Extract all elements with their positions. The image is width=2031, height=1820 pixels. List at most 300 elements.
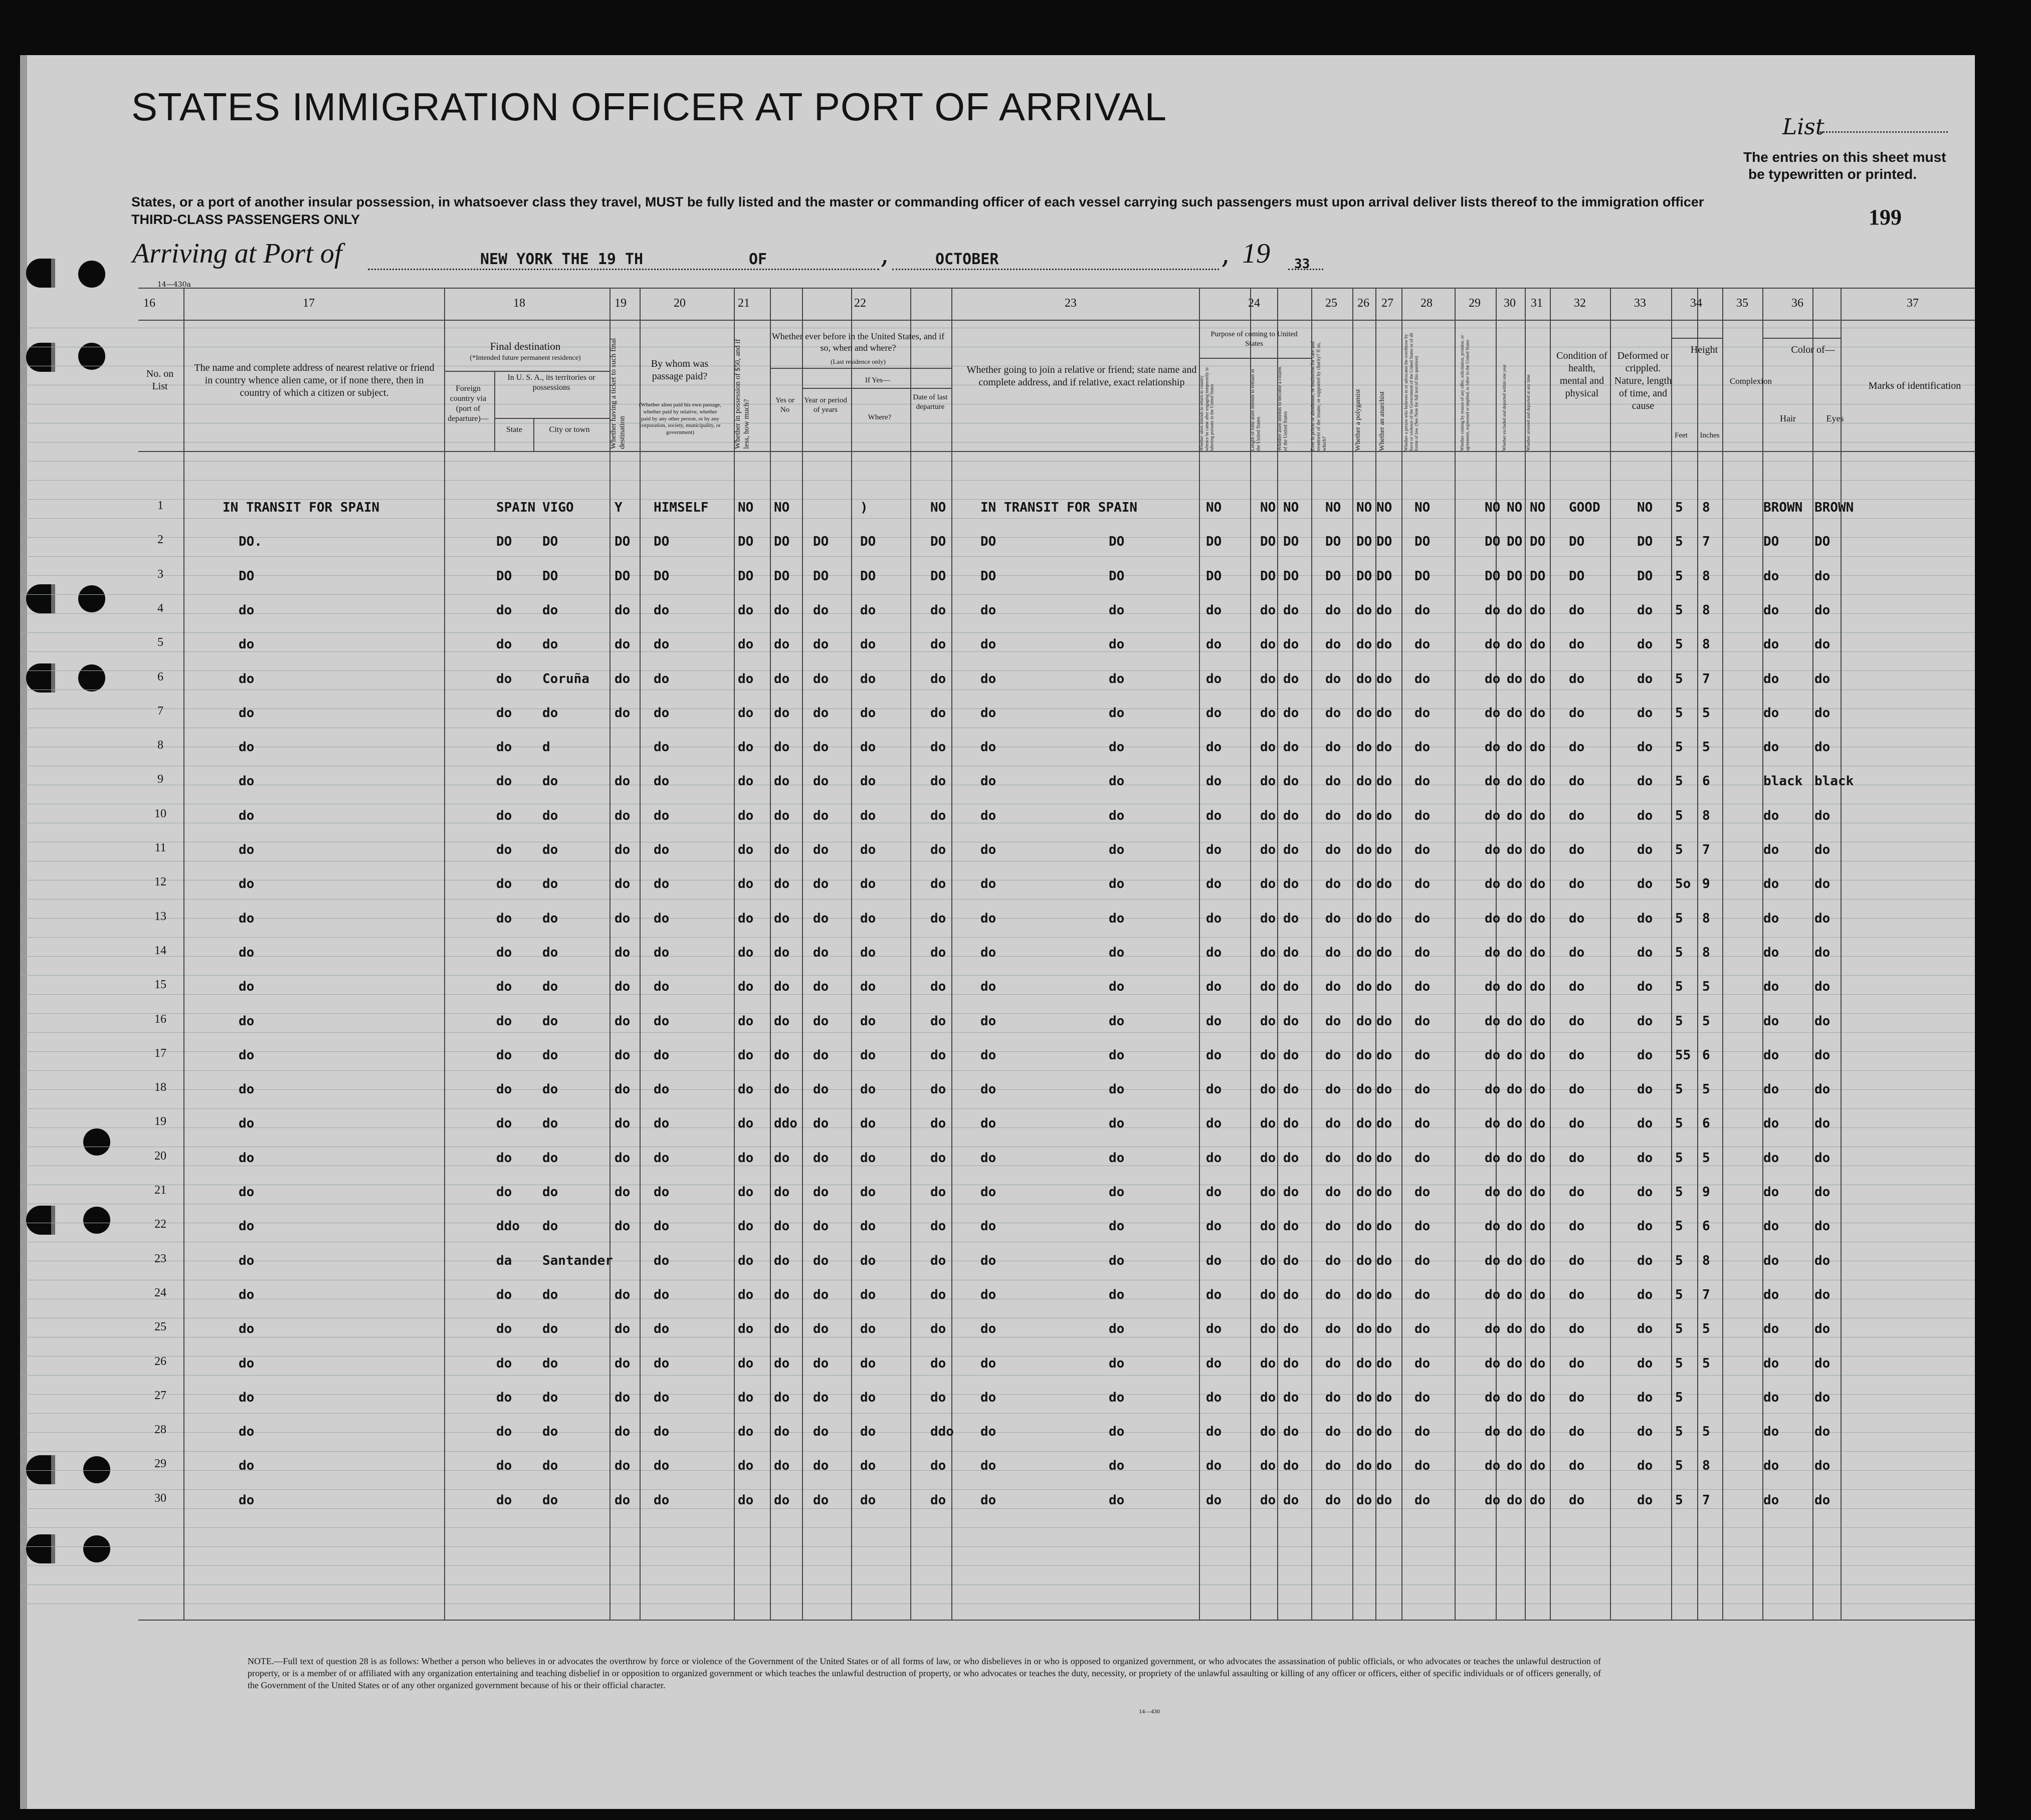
cell-purpose-c: do — [1283, 1185, 1299, 1200]
column-divider — [770, 288, 771, 1620]
row-number: 16 — [154, 1012, 166, 1026]
cell-relative-address: do — [1109, 1219, 1125, 1234]
cell-health: GOOD — [1569, 500, 1600, 515]
cell-deformed: do — [1637, 945, 1653, 960]
cell-deformed: do — [1637, 876, 1653, 892]
cell-deformed: do — [1637, 740, 1653, 755]
cell-ticket: do — [615, 842, 631, 857]
cell-nearest-relative: do — [239, 979, 255, 995]
cell-hair-color: do — [1763, 808, 1779, 823]
cell-dest-state: do — [496, 1390, 512, 1405]
cell-money: do — [738, 1116, 754, 1131]
cell-eye-color: do — [1814, 1116, 1831, 1131]
cell-height-feet: 5 — [1675, 740, 1683, 755]
cell-deformed: do — [1637, 1185, 1653, 1200]
cell-height-inches: 8 — [1702, 808, 1710, 823]
cell-purpose-c: NO — [1283, 500, 1299, 515]
row-number: 28 — [154, 1423, 166, 1437]
cell-years: do — [813, 637, 829, 652]
column-number: 16 — [143, 297, 155, 310]
cell-years: do — [813, 1458, 829, 1474]
cell-dest-state: do — [496, 705, 512, 721]
cell-hair-color: do — [1763, 1253, 1779, 1268]
arrival-month: OCTOBER — [935, 251, 999, 268]
column-divider — [910, 288, 911, 1620]
header-divider — [770, 368, 951, 369]
cell-purpose-b: do — [1260, 774, 1276, 789]
cell-labor-offer: do — [1485, 1424, 1501, 1440]
cell-purpose-a: do — [1206, 842, 1222, 857]
header-where: Where? — [868, 413, 892, 421]
ruled-line — [20, 1508, 1975, 1509]
cell-dest-city: do — [542, 774, 558, 789]
cell-arrested: do — [1530, 1150, 1546, 1166]
header-inches: Inches — [1700, 431, 1720, 439]
cell-purpose-b: do — [1260, 1390, 1276, 1405]
cell-height-feet: 5 — [1675, 1253, 1683, 1268]
cell-before-us: do — [774, 1424, 790, 1440]
cell-arrested: do — [1530, 740, 1546, 755]
cell-deformed: do — [1637, 808, 1653, 823]
cell-labor-offer: do — [1485, 602, 1501, 618]
cell-join-relative: do — [980, 1492, 996, 1508]
cell-before-us: do — [774, 979, 790, 995]
header-divider — [910, 388, 911, 451]
header-divider — [1199, 358, 1311, 359]
cell-passage-paid: HIMSELF — [654, 500, 709, 515]
cell-q28: do — [1414, 671, 1431, 687]
row-number: 30 — [154, 1491, 166, 1505]
header-anarchist: Whether an anarchist — [1378, 391, 1386, 451]
cell-dest-state: do — [496, 637, 512, 652]
cell-years: do — [813, 945, 829, 960]
cell-where: do — [860, 1390, 876, 1405]
cell-height-inches: 9 — [1702, 1185, 1710, 1200]
cell-purpose-b: do — [1260, 1116, 1276, 1131]
cell-before-us: do — [774, 808, 790, 823]
cell-dest-city: DO — [542, 568, 558, 584]
cell-before-us: do — [774, 1355, 790, 1371]
cell-money: do — [738, 1185, 754, 1200]
row-number: 1 — [157, 499, 163, 512]
cell-arrested: do — [1530, 1047, 1546, 1063]
cell-join-relative: do — [980, 1355, 996, 1371]
cell-purpose-c: do — [1283, 705, 1299, 721]
cell-where: DO — [860, 534, 876, 550]
cell-polygamist: do — [1356, 774, 1372, 789]
comma: , — [880, 238, 889, 270]
cell-passage-paid: do — [654, 1047, 670, 1063]
cell-join-relative: do — [980, 1287, 996, 1302]
column-divider — [1199, 288, 1200, 1620]
cell-height-feet: 5 — [1675, 637, 1683, 652]
cell-last-departure: do — [930, 705, 946, 721]
cell-labor-offer: do — [1485, 1390, 1501, 1405]
cell-eye-color: do — [1814, 1013, 1831, 1029]
cell-where: do — [860, 705, 876, 721]
cell-ticket: do — [615, 1116, 631, 1131]
cell-polygamist: do — [1356, 876, 1372, 892]
cell-purpose-b: do — [1260, 945, 1276, 960]
cell-passage-paid: do — [654, 1013, 670, 1029]
column-number: 37 — [1907, 297, 1919, 310]
cell-nearest-relative: do — [239, 911, 255, 926]
header-city: City or town — [549, 425, 590, 434]
cell-q28: do — [1414, 842, 1431, 857]
cell-purpose-a: do — [1206, 1287, 1222, 1302]
cell-q28: do — [1414, 1082, 1431, 1097]
cell-join-relative: do — [980, 876, 996, 892]
cell-arrested: do — [1530, 1116, 1546, 1131]
cell-height-inches: 9 — [1702, 876, 1710, 892]
cell-dest-city: do — [542, 808, 558, 823]
cell-arrested: do — [1530, 637, 1546, 652]
cell-q28: do — [1414, 1013, 1431, 1029]
header-feet: Feet — [1675, 431, 1688, 439]
cell-polygamist: do — [1356, 671, 1372, 687]
cell-eye-color: do — [1814, 671, 1831, 687]
cell-health: DO — [1569, 568, 1585, 584]
cell-join-relative: do — [980, 1253, 996, 1268]
binder-hole — [26, 663, 55, 693]
cell-anarchist: do — [1376, 602, 1392, 618]
cell-excluded: do — [1507, 1390, 1523, 1405]
arriving-line — [368, 269, 879, 270]
cell-years: do — [813, 705, 829, 721]
cell-passage-paid: do — [654, 1082, 670, 1097]
cell-nearest-relative: do — [239, 671, 255, 687]
cell-last-departure: do — [930, 1253, 946, 1268]
cell-deformed: DO — [1637, 568, 1653, 584]
cell-relative-address: do — [1109, 740, 1125, 755]
cell-q28: do — [1414, 911, 1431, 926]
cell-dest-city: do — [542, 1424, 558, 1440]
cell-excluded: do — [1507, 1013, 1523, 1029]
header-divider — [494, 418, 610, 419]
column-number: 35 — [1736, 297, 1748, 310]
cell-eye-color: do — [1814, 1082, 1831, 1097]
cell-join-relative: do — [980, 1150, 996, 1166]
column-divider — [1401, 288, 1402, 1620]
cell-join-relative: do — [980, 1047, 996, 1063]
cell-years: do — [813, 808, 829, 823]
cell-q28: DO — [1414, 568, 1431, 584]
cell-prison: do — [1325, 1458, 1341, 1474]
cell-labor-offer: do — [1485, 1219, 1501, 1234]
cell-money: do — [738, 1424, 754, 1440]
cell-labor-offer: do — [1485, 705, 1501, 721]
cell-labor-offer: do — [1485, 1355, 1501, 1371]
cell-health: do — [1569, 1219, 1585, 1234]
cell-before-us: do — [774, 945, 790, 960]
cell-dest-state: ddo — [496, 1219, 520, 1234]
cell-polygamist: NO — [1356, 500, 1372, 515]
column-number: 30 — [1504, 297, 1516, 310]
header-divider — [802, 388, 951, 389]
cell-polygamist: do — [1356, 1082, 1372, 1097]
cell-height-feet: 5 — [1675, 568, 1683, 584]
cell-labor-offer: do — [1485, 637, 1501, 652]
cell-before-us: do — [774, 1287, 790, 1302]
cell-eye-color: DO — [1814, 534, 1831, 550]
row-number: 10 — [154, 807, 166, 820]
cell-nearest-relative: do — [239, 1492, 255, 1508]
cell-relative-address: do — [1109, 1047, 1125, 1063]
cell-anarchist: do — [1376, 1219, 1392, 1234]
cell-where: do — [860, 1082, 876, 1097]
cell-height-feet: 5 — [1675, 1458, 1683, 1474]
cell-years: do — [813, 1082, 829, 1097]
cell-labor-offer: DO — [1485, 534, 1501, 550]
cell-dest-state: do — [496, 671, 512, 687]
cell-where: do — [860, 945, 876, 960]
cell-q28: do — [1414, 1390, 1431, 1405]
cell-height-inches: 6 — [1702, 1116, 1710, 1131]
binder-hole — [78, 585, 105, 612]
cell-dest-city: Santander — [542, 1253, 613, 1268]
cell-polygamist: do — [1356, 1424, 1372, 1440]
cell-purpose-a: do — [1206, 1458, 1222, 1474]
cell-labor-offer: do — [1485, 945, 1501, 960]
sheet-number: 199 — [1869, 205, 1902, 230]
cell-dest-state: do — [496, 911, 512, 926]
cell-hair-color: do — [1763, 1287, 1779, 1302]
column-number: 20 — [674, 297, 686, 310]
row-number: 24 — [154, 1286, 166, 1299]
cell-last-departure: do — [930, 842, 946, 857]
cell-last-departure: do — [930, 876, 946, 892]
cell-nearest-relative: do — [239, 705, 255, 721]
cell-join-relative: do — [980, 602, 996, 618]
cell-last-departure: do — [930, 808, 946, 823]
cell-purpose-c: DO — [1283, 534, 1299, 550]
cell-passage-paid: do — [654, 671, 670, 687]
cell-purpose-c: do — [1283, 1013, 1299, 1029]
cell-purpose-a: do — [1206, 1082, 1222, 1097]
cell-prison: do — [1325, 1150, 1341, 1166]
cell-money: do — [738, 876, 754, 892]
cell-last-departure: DO — [930, 534, 946, 550]
header-purpose-c: Whether alien intends to become a citizen of the United States — [1277, 367, 1289, 451]
cell-last-departure: do — [930, 1013, 946, 1029]
cell-arrested: do — [1530, 705, 1546, 721]
cell-purpose-c: do — [1283, 911, 1299, 926]
cell-before-us: do — [774, 671, 790, 687]
cell-purpose-c: do — [1283, 842, 1299, 857]
header-fifty-dollars: Whether in possession of $50, and if less, how much? — [734, 339, 751, 449]
row-number: 18 — [154, 1081, 166, 1094]
cell-where: do — [860, 1253, 876, 1268]
cell-passage-paid: DO — [654, 568, 670, 584]
column-number: 22 — [854, 297, 866, 310]
header-last-departure: Date of last departure — [913, 393, 948, 411]
cell-relative-address: do — [1109, 808, 1125, 823]
cell-hair-color: black — [1763, 774, 1803, 789]
header-last-residence: (Last residence only) — [831, 358, 886, 365]
cell-excluded: do — [1507, 602, 1523, 618]
cell-money: NO — [738, 500, 754, 515]
cell-purpose-b: DO — [1260, 534, 1276, 550]
cell-money: do — [738, 1013, 754, 1029]
column-number: 27 — [1381, 297, 1393, 310]
cell-passage-paid: do — [654, 1287, 670, 1302]
cell-where: do — [860, 1424, 876, 1440]
ruled-line — [20, 1375, 1975, 1376]
header-divider — [444, 371, 610, 372]
cell-excluded: do — [1507, 740, 1523, 755]
cell-prison: do — [1325, 1185, 1341, 1200]
cell-join-relative: do — [980, 1185, 996, 1200]
cell-join-relative: do — [980, 808, 996, 823]
cell-health: do — [1569, 842, 1585, 857]
cell-last-departure: do — [930, 1321, 946, 1337]
cell-nearest-relative: do — [239, 1116, 255, 1131]
row-number: 11 — [154, 841, 166, 854]
cell-hair-color: do — [1763, 876, 1779, 892]
column-number: 26 — [1357, 297, 1369, 310]
cell-height-feet: 5 — [1675, 1355, 1683, 1371]
cell-eye-color: do — [1814, 808, 1831, 823]
cell-deformed: do — [1637, 1219, 1653, 1234]
cell-prison: do — [1325, 1013, 1341, 1029]
cell-last-departure: do — [930, 774, 946, 789]
cell-anarchist: do — [1376, 1082, 1392, 1097]
cell-before-us: do — [774, 1013, 790, 1029]
cell-polygamist: do — [1356, 1185, 1372, 1200]
cell-anarchist: do — [1376, 1424, 1392, 1440]
cell-q28: do — [1414, 1253, 1431, 1268]
cell-eye-color: do — [1814, 1424, 1831, 1440]
ruled-line — [20, 1584, 1975, 1585]
cell-excluded: do — [1507, 637, 1523, 652]
table-bottom-line — [138, 1620, 1975, 1621]
cell-height-feet: 5 — [1675, 1082, 1683, 1097]
cell-before-us: do — [774, 1321, 790, 1337]
cell-hair-color: do — [1763, 1047, 1779, 1063]
cell-purpose-c: do — [1283, 602, 1299, 618]
cell-excluded: do — [1507, 705, 1523, 721]
cell-ticket: DO — [615, 568, 631, 584]
cell-where: do — [860, 1321, 876, 1337]
header-years: Year or period of years — [804, 396, 847, 414]
cell-last-departure: do — [930, 1082, 946, 1097]
cell-purpose-a: NO — [1206, 500, 1222, 515]
manifest-table — [138, 288, 1975, 1620]
cell-anarchist: do — [1376, 911, 1392, 926]
column-number: 33 — [1634, 297, 1646, 310]
form-number-bottom: 14—430 — [1139, 1708, 1160, 1715]
cell-last-departure: do — [930, 1116, 946, 1131]
cell-join-relative: do — [980, 842, 996, 857]
cell-years: do — [813, 602, 829, 618]
cell-anarchist: do — [1376, 740, 1392, 755]
cell-hair-color: do — [1763, 1219, 1779, 1234]
ruled-line — [20, 480, 1975, 481]
cell-eye-color: do — [1814, 1390, 1831, 1405]
cell-years: do — [813, 842, 829, 857]
cell-where: DO — [860, 568, 876, 584]
arrival-of-text: OF — [749, 251, 767, 268]
cell-purpose-b: NO — [1260, 500, 1276, 515]
cell-join-relative: do — [980, 945, 996, 960]
cell-where: do — [860, 911, 876, 926]
cell-purpose-a: do — [1206, 1321, 1222, 1337]
cell-where: do — [860, 1185, 876, 1200]
cell-dest-city: do — [542, 1047, 558, 1063]
cell-height-inches: 6 — [1702, 1219, 1710, 1234]
cell-hair-color: do — [1763, 1185, 1779, 1200]
cell-arrested: do — [1530, 671, 1546, 687]
header-divider — [1762, 338, 1841, 339]
cell-excluded: do — [1507, 774, 1523, 789]
cell-passage-paid: do — [654, 774, 670, 789]
cell-nearest-relative: do — [239, 945, 255, 960]
binder-hole — [26, 259, 55, 288]
cell-polygamist: do — [1356, 808, 1372, 823]
cell-purpose-a: DO — [1206, 534, 1222, 550]
binder-hole — [26, 584, 55, 613]
cell-nearest-relative: do — [239, 1458, 255, 1474]
cell-excluded: do — [1507, 671, 1523, 687]
cell-eye-color: do — [1814, 740, 1831, 755]
header-divider — [494, 371, 495, 451]
cell-polygamist: do — [1356, 911, 1372, 926]
column-number: 18 — [513, 297, 525, 310]
cell-deformed: do — [1637, 1047, 1653, 1063]
cell-nearest-relative: do — [239, 1047, 255, 1063]
ruled-line — [20, 518, 1975, 519]
cell-purpose-b: DO — [1260, 568, 1276, 584]
cell-prison: do — [1325, 842, 1341, 857]
row-number: 2 — [157, 533, 163, 547]
cell-height-feet: 5 — [1675, 774, 1683, 789]
cell-nearest-relative: do — [239, 637, 255, 652]
cell-anarchist: do — [1376, 1390, 1392, 1405]
cell-years: do — [813, 740, 829, 755]
column-divider — [802, 288, 803, 1620]
cell-relative-address: do — [1109, 1150, 1125, 1166]
cell-purpose-b: do — [1260, 911, 1276, 926]
cell-dest-state: do — [496, 1047, 512, 1063]
row-number: 21 — [154, 1184, 166, 1197]
cell-purpose-c: do — [1283, 740, 1299, 755]
cell-health: do — [1569, 1253, 1585, 1268]
header-divider — [1697, 338, 1698, 451]
cell-before-us: DO — [774, 568, 790, 584]
cell-join-relative: IN TRANSIT FOR SPAIN — [980, 500, 1138, 515]
cell-hair-color: do — [1763, 911, 1779, 926]
binder-hole — [26, 1206, 55, 1235]
cell-where: do — [860, 979, 876, 995]
cell-where: do — [860, 740, 876, 755]
column-divider — [1550, 288, 1551, 1620]
header-foreign-country: Foreign country via (port of departure)— — [448, 384, 489, 423]
cell-excluded: do — [1507, 1321, 1523, 1337]
cell-purpose-a: do — [1206, 1253, 1222, 1268]
cell-last-departure: do — [930, 979, 946, 995]
cell-nearest-relative: do — [239, 1013, 255, 1029]
column-number: 24 — [1248, 297, 1260, 310]
cell-arrested: do — [1530, 1185, 1546, 1200]
cell-last-departure: do — [930, 1150, 946, 1166]
cell-deformed: NO — [1637, 500, 1653, 515]
cell-relative-address: DO — [1109, 568, 1125, 584]
cell-before-us: do — [774, 637, 790, 652]
column-divider — [1277, 288, 1278, 1620]
cell-anarchist: do — [1376, 1492, 1392, 1508]
ruled-line — [20, 594, 1975, 595]
cell-dest-state: do — [496, 979, 512, 995]
